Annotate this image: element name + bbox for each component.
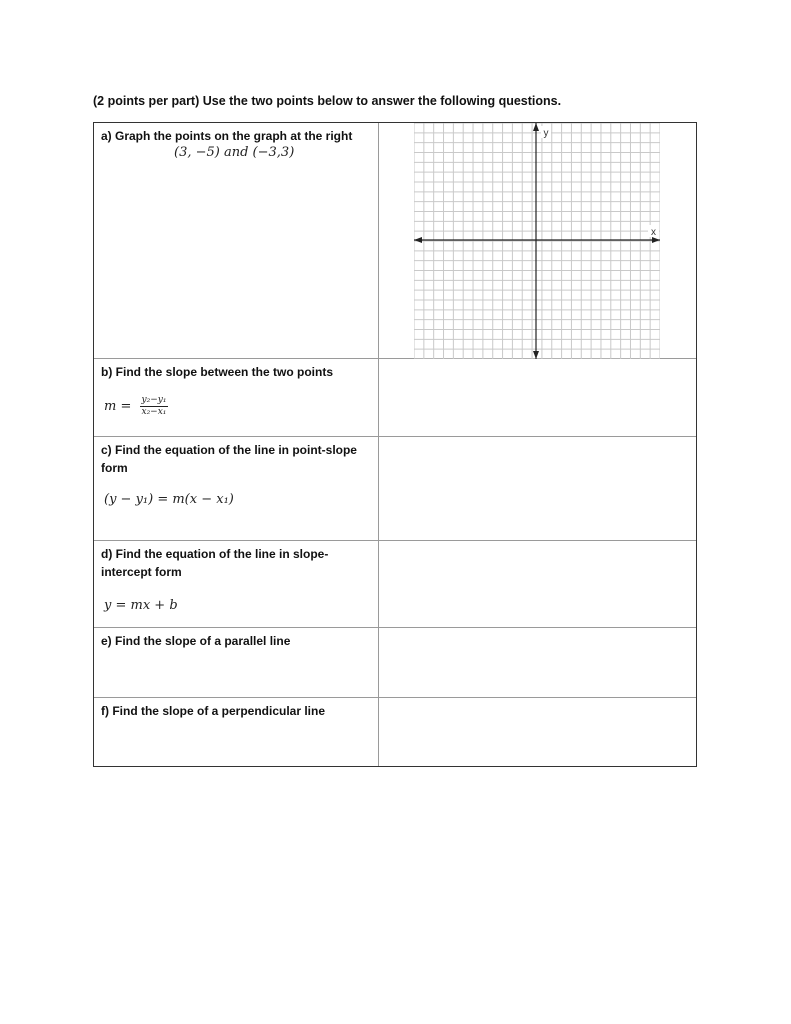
instructions: (2 points per part) Use the two points below to answer the following questions. [93, 94, 562, 108]
part-f-answer-cell[interactable] [379, 698, 696, 766]
part-f-row [94, 698, 696, 766]
part-b-prompt-cell [94, 359, 379, 436]
point-slope-formula: (y − y₁) = m(x − x₁) [104, 492, 234, 507]
coordinate-grid[interactable] [414, 123, 660, 359]
part-f-label: f) Find the slope of a perpendicular line [101, 704, 326, 718]
y-axis-label: y [543, 128, 549, 139]
part-c-answer-cell[interactable] [379, 437, 696, 540]
part-e-answer-cell[interactable] [379, 628, 696, 697]
slope-numerator: y₂−y₁ [141, 395, 167, 405]
y-axis-up-arrow-icon [533, 123, 539, 131]
part-c-row [94, 437, 696, 541]
part-e-prompt-cell [94, 628, 379, 697]
part-c-label: c) Find the equation of the line in point-slope form [101, 443, 357, 475]
part-d-prompt-cell [94, 541, 379, 627]
slope-formula [104, 395, 168, 418]
slope-denominator: x₂−x₁ [141, 407, 167, 417]
given-points: (3, −5) and (−3,3) [174, 145, 295, 160]
part-d-row [94, 541, 696, 628]
part-a-prompt-cell [94, 123, 379, 358]
part-d-label: d) Find the equation of the line in slope-intercept form [101, 547, 329, 579]
x-axis-label: x [651, 227, 656, 238]
part-a-row [94, 123, 696, 359]
part-e-label: e) Find the slope of a parallel line [101, 634, 291, 648]
part-a-answer-cell[interactable] [379, 123, 696, 358]
part-b-label: b) Find the slope between the two points [101, 365, 333, 379]
x-axis-left-arrow-icon [414, 237, 422, 243]
worksheet-table [93, 122, 697, 767]
part-a-label: a) Graph the points on the graph at the right [101, 129, 353, 143]
y-axis-down-arrow-icon [533, 351, 539, 359]
part-e-row [94, 628, 696, 698]
slope-intercept-formula: y = mx + b [104, 598, 178, 613]
part-d-answer-cell[interactable] [379, 541, 696, 627]
part-b-answer-cell[interactable] [379, 359, 696, 436]
part-b-row [94, 359, 696, 437]
slope-fraction [140, 395, 169, 418]
part-c-prompt-cell [94, 437, 379, 540]
slope-formula-lhs: m = [104, 399, 132, 414]
part-f-prompt-cell [94, 698, 379, 766]
